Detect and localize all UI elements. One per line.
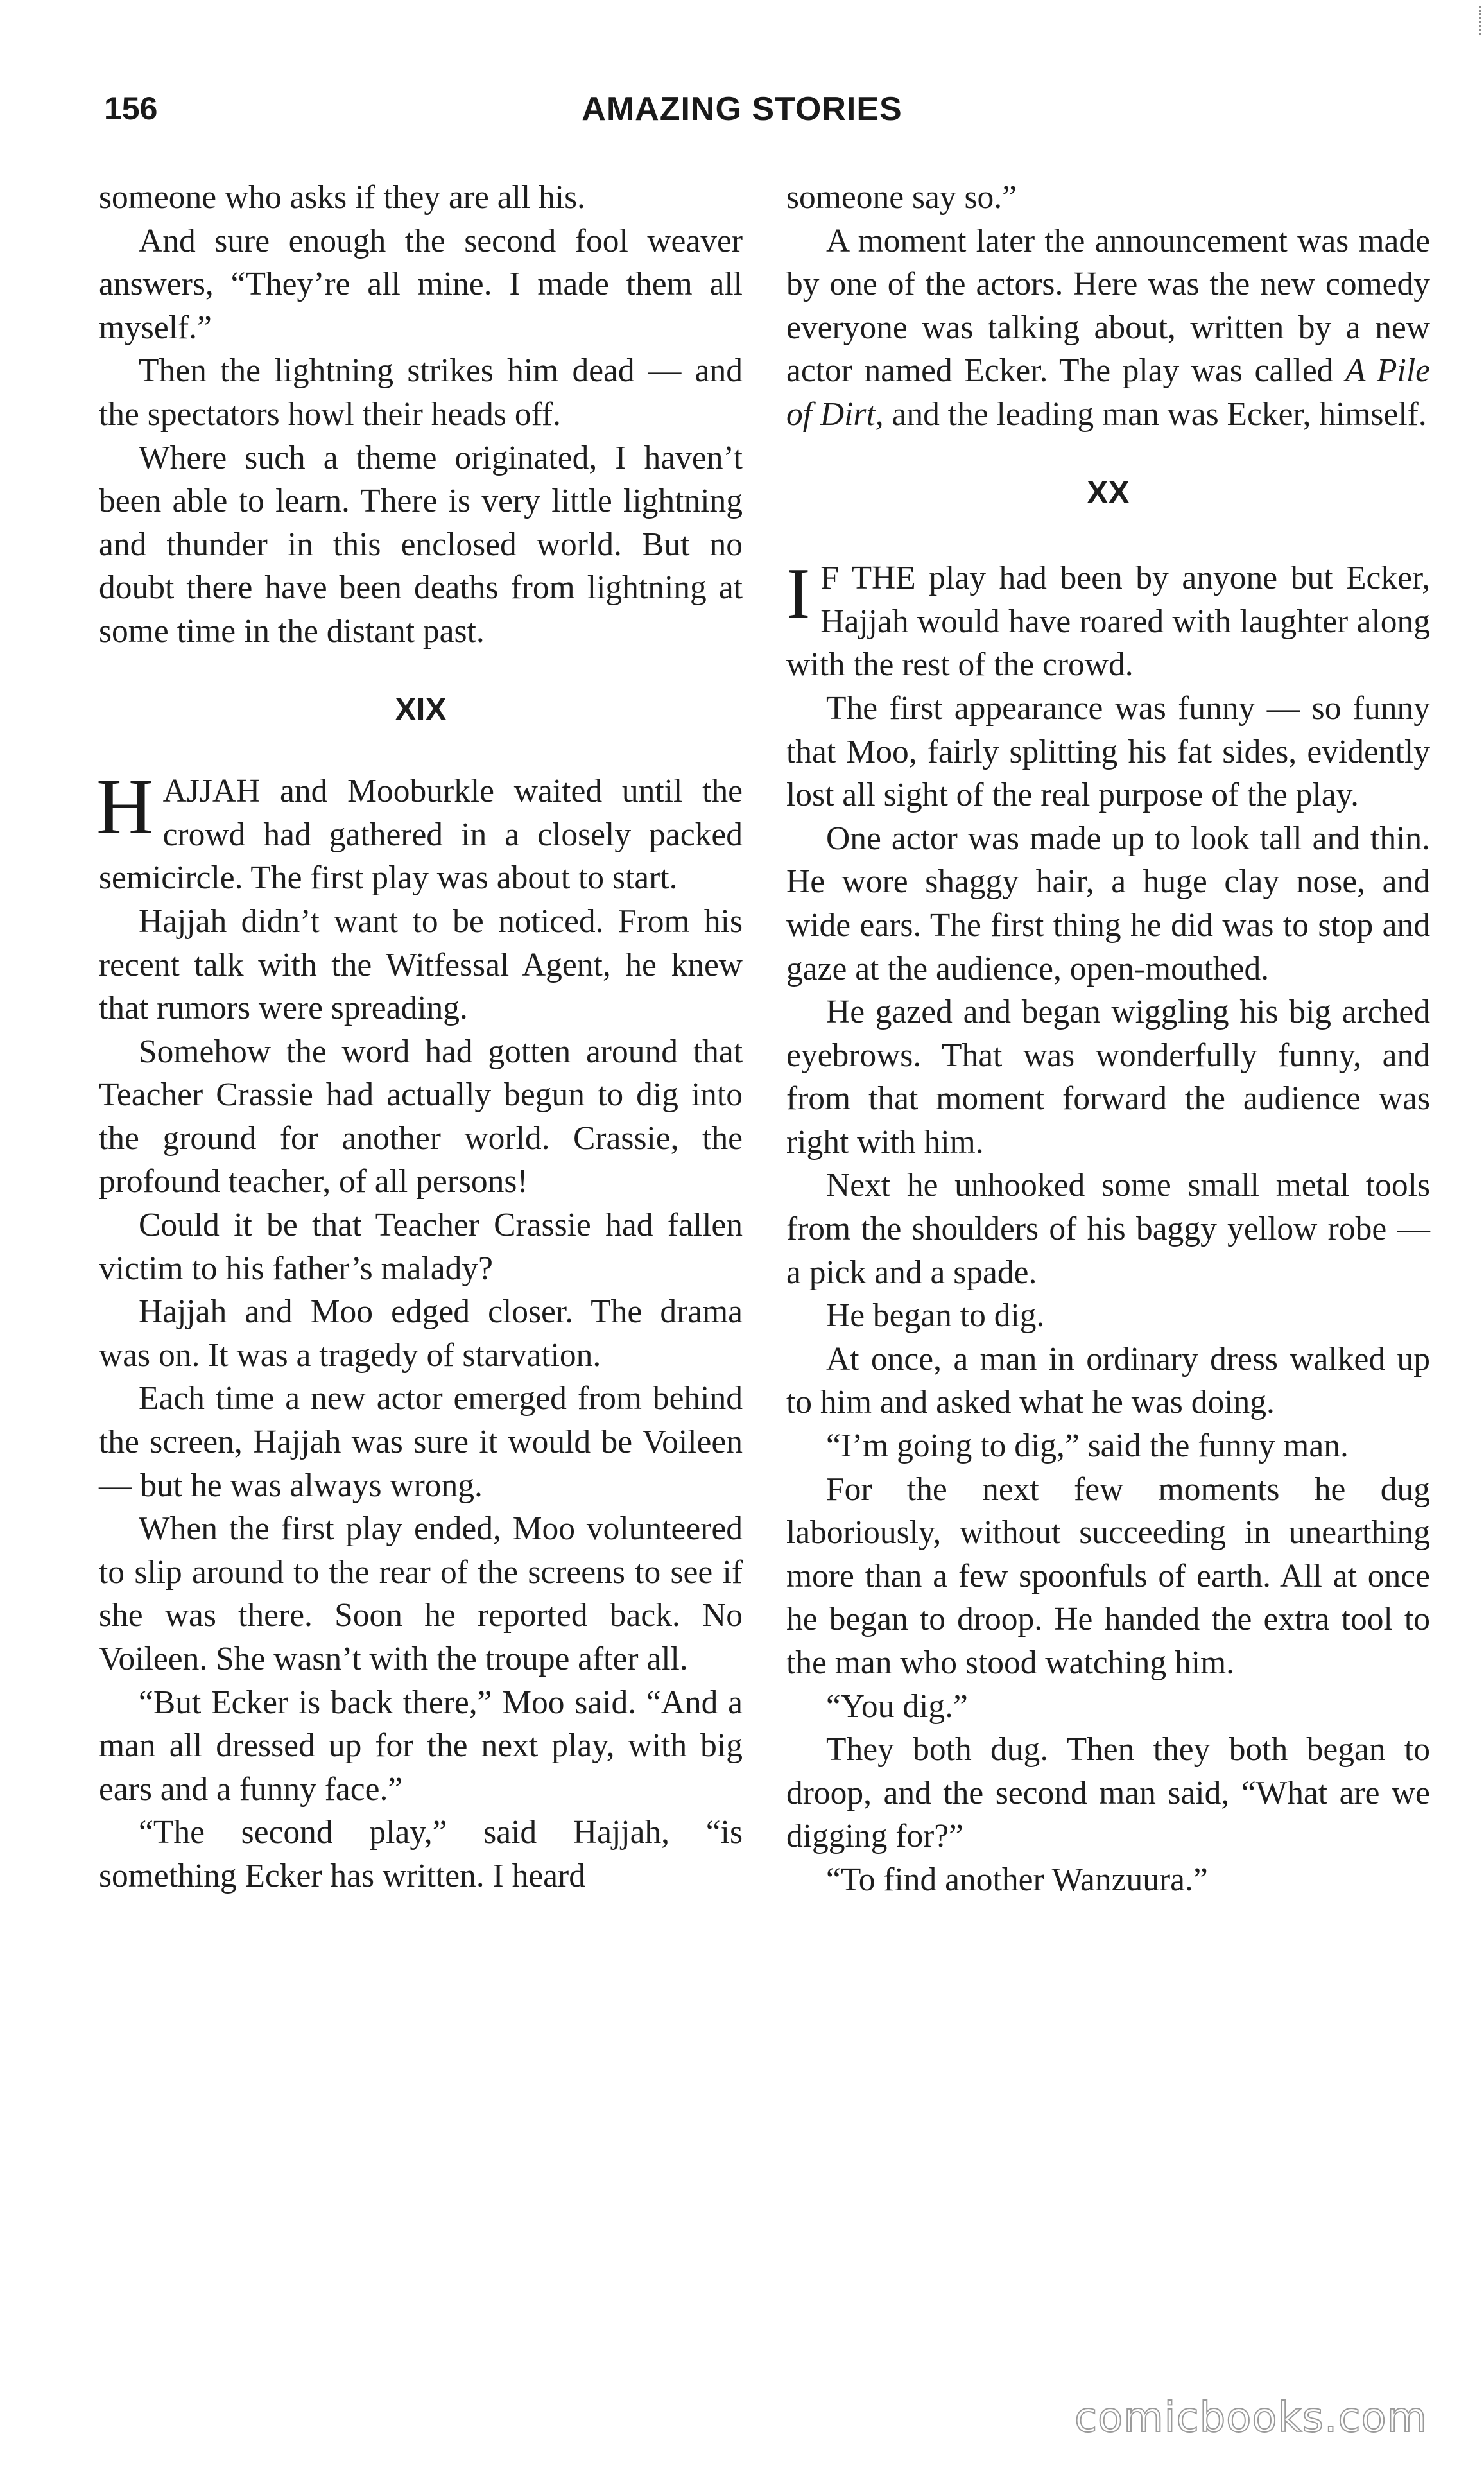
paragraph: “I’m going to dig,” said the funny man. (826, 1428, 1349, 1465)
paragraph: Somehow the word had gotten around that Teacher Crassie had actually begun to dig into the ground for another world. Crassie, the profound teacher, of all persons! (99, 1033, 743, 1200)
paragraph: And sure enough the second fool weaver answers, “They’re all mine. I made them all myself.” (99, 222, 743, 346)
paragraph: Next he unhooked some small metal tools from the shoulders of his baggy yellow robe — a pick and a spade. (786, 1167, 1430, 1291)
paragraph: He gazed and began wiggling his big arched eyebrows. That was wonderfully funny, and from that moment forward the audience was right with him. (786, 994, 1430, 1161)
section-heading-xix: XIX (395, 691, 447, 727)
paragraph: someone who asks if they are all his. (99, 179, 586, 216)
paragraph-text: AJJAH and Mooburkle waited until the crowd had gathered in a closely packed semicircle. The first play was about to start. (99, 773, 743, 897)
paragraph: Then the lightning strikes him dead — and the spectators howl their heads off. (99, 352, 743, 433)
scan-mark (1479, 6, 1483, 35)
paragraph: He began to dig. (826, 1297, 1045, 1335)
section-heading-xx: XX (1087, 474, 1130, 510)
paragraph-text: A moment later the announcement was made by one of the actors. Here was the new comedy everyone was talking about, written by a new actor named Ecker. The play was called (786, 222, 1430, 390)
paragraph: When the first play ended, Moo volunteered to slip around to the rear of the screens to see if she was there. Soon he reported back. No Voileen. She wasn’t with the troupe after all. (99, 1510, 743, 1677)
watermark: comicbooks.com (1074, 2394, 1428, 2442)
paragraph: someone say so.” (786, 179, 1017, 216)
paragraph: One actor was made up to look tall and thin. He wore shaggy hair, a huge clay nose, and wide ears. The first thing he did was to stop and gaze at the audience, open-mouthed. (786, 820, 1430, 987)
paragraph: For the next few moments he dug laboriously, without succeeding in unearthing more than a few spoonfuls of earth. All at once he began to droop. He handed the extra tool to the man who stood watching him. (786, 1471, 1430, 1681)
left-column (96, 176, 743, 1898)
paragraph-with-dropcap (96, 763, 743, 900)
paragraph: “But Ecker is back there,” Moo said. “And a man all dressed up for the next play, with big ears and a funny face.” (99, 1684, 743, 1808)
paragraph: Hajjah didn’t want to be noticed. From his recent talk with the Witfessal Agent, he knew that rumors were spreading. (99, 903, 743, 1027)
paragraph: Hajjah and Moo edged closer. The drama was on. It was a tragedy of starvation. (99, 1293, 743, 1374)
drop-cap: H (96, 763, 154, 851)
running-head: AMAZING STORIES (582, 91, 902, 128)
right-column (786, 176, 1430, 1902)
paragraph: “You dig.” (826, 1688, 968, 1725)
drop-cap: I (786, 554, 811, 634)
paragraph-text: and the leading man was Ecker, himself. (883, 395, 1427, 433)
paragraph: Could it be that Teacher Crassie had fallen victim to his father’s malady? (99, 1207, 743, 1287)
paragraph: They both dug. Then they both began to droop, and the second man said, “What are we digging for?” (786, 1731, 1430, 1855)
paragraph-with-dropcap (786, 554, 1430, 687)
paragraph: Where such a theme originated, I haven’t been able to learn. There is very little lightning and thunder in this enclosed world. But no doubt there have been deaths from lightning at some time in the distant past. (99, 439, 743, 650)
paragraph: “To find another Wanzuura.” (826, 1861, 1208, 1898)
paragraph: Each time a new actor emerged from behind the screen, Hajjah was sure it would be Voileen — but he was always wrong. (99, 1380, 743, 1504)
play-title: A Pile of Dirt, (786, 352, 1430, 433)
paragraph: The first appearance was funny — so funny that Moo, fairly splitting his fat sides, evidently lost all sight of the real purpose of the play. (786, 689, 1430, 814)
paragraph-text: F THE play had been by anyone but Ecker, Hajjah would have roared with laughter along with the rest of the crowd. (786, 560, 1430, 684)
paragraph: At once, a man in ordinary dress walked up to him and asked what he was doing. (786, 1340, 1430, 1421)
paragraph (786, 220, 1430, 436)
paragraph: “The second play,” said Hajjah, “is something Ecker has written. I heard (99, 1814, 743, 1894)
page-number: 156 (104, 91, 158, 126)
